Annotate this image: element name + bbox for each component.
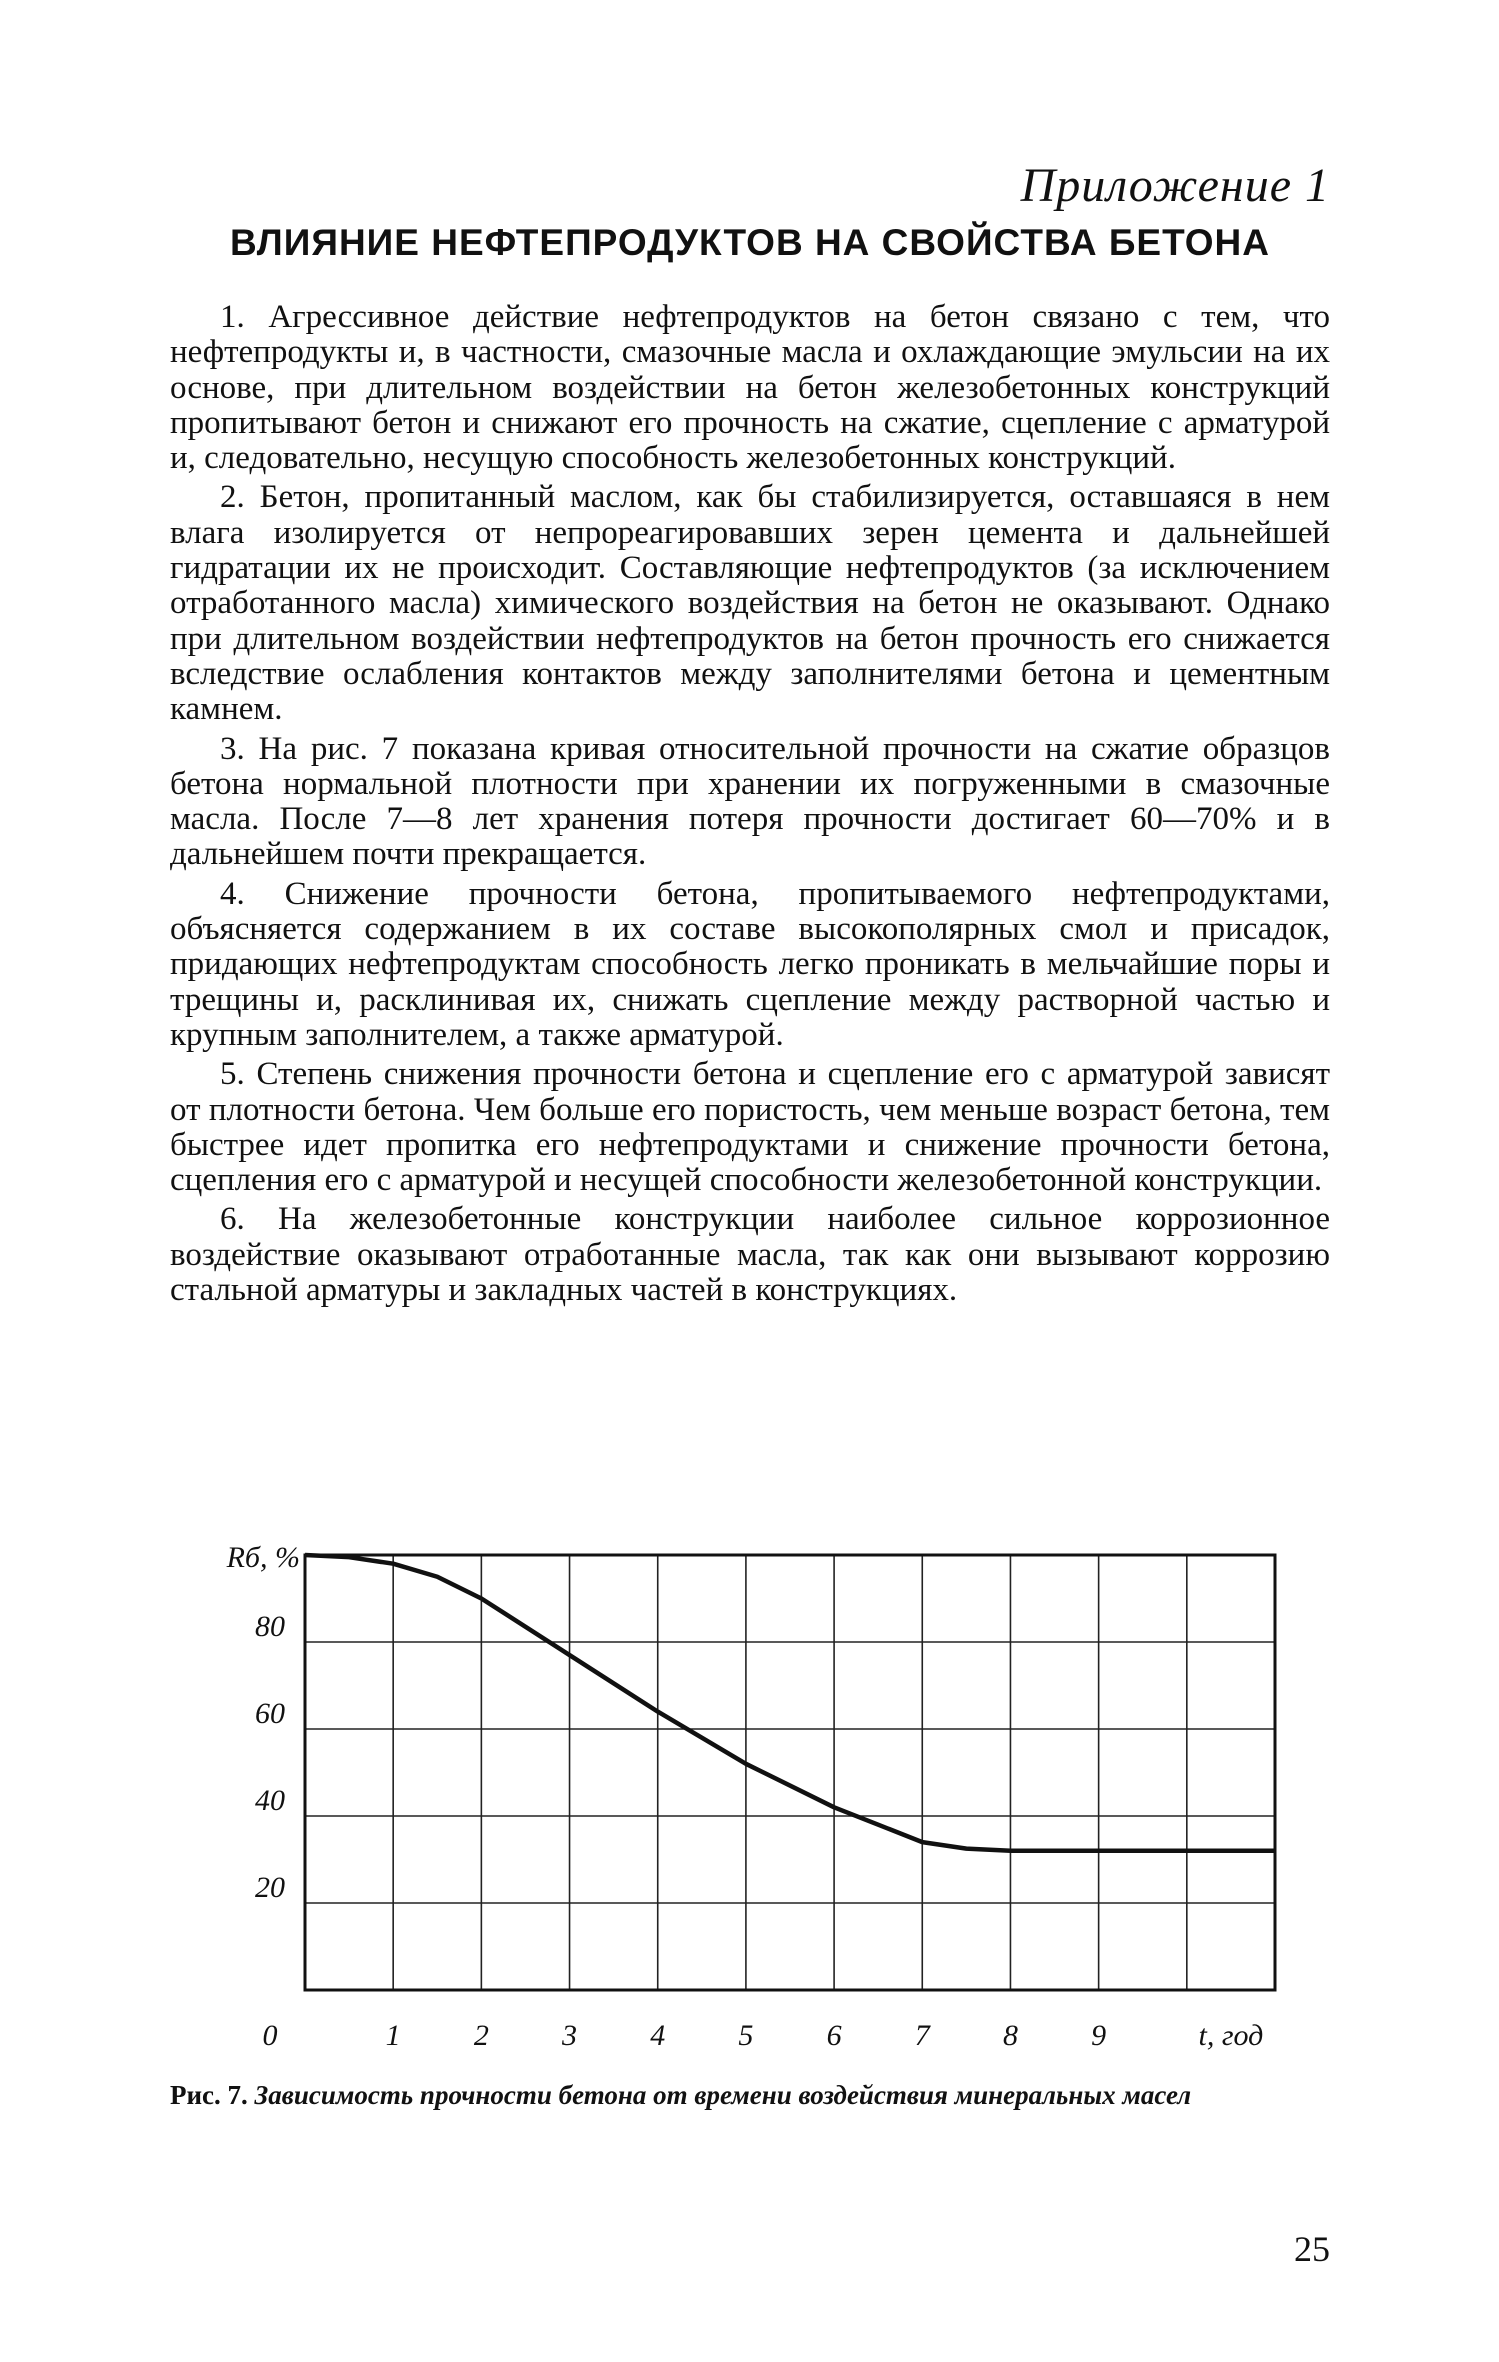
page-title: ВЛИЯНИЕ НЕФТЕПРОДУКТОВ НА СВОЙСТВА БЕТОНА [230,222,1270,263]
x-tick-label: 9 [1091,2019,1107,2052]
paragraph-2: 2. Бетон, пропитанный маслом, как бы стабилизируется, оставшаяся в нем влага изолируется от непрореагировавших зерен цемента и дальнейшей гидратации их не происходит. Составляющие нефтепродуктов (за исключением отработанного масла) химического воздействия на бетон не оказывают. Однако при длительном воздействии нефтепродуктов на бетон прочность его снижается вследствие ослабления контактов между заполнителями бетона и цементным камнем. [170,479,1330,728]
paragraph-4: 4. Снижение прочности бетона, пропитываемого нефтепродуктами, объясняется содержанием в их составе высокополярных смол и присадок, придающих нефтепродуктам способность легко проникать в мельчайшие поры и трещины и, расклинивая их, снижать сцепление между растворной частью и крупным заполнителем, а также арматурой. [170,875,1330,1053]
appendix-label: Приложение 1 [1020,159,1330,212]
paragraph-3: 3. На рис. 7 показана кривая относительной прочности на сжатие образцов бетона нормальной плотности при хранении их погруженными в смазочные масла. После 7—8 лет хранения потеря прочности достигает 60—70% и в дальнейшем почти прекращается. [170,730,1330,873]
strength-chart [150,1525,1350,2085]
x-tick-label: 5 [738,2019,754,2052]
y-tick-label: 80 [255,1610,285,1643]
y-tick-label: 20 [255,1871,285,1904]
page-number: 25 [1294,2229,1330,2269]
x-tick-label: 2 [473,2019,489,2052]
figure-7 [150,1525,1350,2085]
caption-figure-number: Рис. 7. [170,2080,248,2110]
x-tick-label: 1 [385,2019,401,2052]
y-axis-label: Rб, % [226,1541,300,1574]
y-tick-label: 60 [255,1697,285,1730]
x-axis-label: t, год [1198,2019,1264,2052]
x-tick-label: 8 [1002,2019,1018,2052]
plot-frame [305,1555,1275,1990]
x-tick-label: 0 [262,2019,278,2052]
strength-curve [305,1555,1275,1851]
x-tick-label: 6 [826,2019,842,2052]
x-tick-label: 3 [562,2019,578,2052]
y-tick-label: 40 [255,1784,285,1817]
figure-caption [170,2080,1340,2110]
caption-text: Зависимость прочности бетона от времени воздействия минеральных масел [254,2080,1192,2110]
x-tick-label: 4 [650,2019,666,2052]
x-tick-label: 7 [914,2019,930,2052]
paragraph-6: 6. На железобетонные конструкции наиболее сильное коррозионное воздействие оказывают отработанные масла, так как они вызывают коррозию стальной арматуры и закладных частей в конструкциях. [170,1201,1330,1309]
paragraph-5: 5. Степень снижения прочности бетона и сцепление его с арматурой зависят от плотности бетона. Чем больше его пористость, чем меньше возраст бетона, тем быстрее идет пропитка его нефтепродуктами и снижение прочности бетона, сцепления его с арматурой и несущей способности железобетонной конструкции. [170,1056,1330,1199]
body-text [170,300,1330,1312]
paragraph-1: 1. Агрессивное действие нефтепродуктов на бетон связано с тем, что нефтепродукты и, в частности, смазочные масла и охлаждающие эмульсии на их основе, при длительном воздействии на бетон железобетонных конструкций пропитывают бетон и снижают его прочность на сжатие, сцепление с арматурой и, следовательно, несущую способность железобетонных конструкций. [170,299,1330,477]
